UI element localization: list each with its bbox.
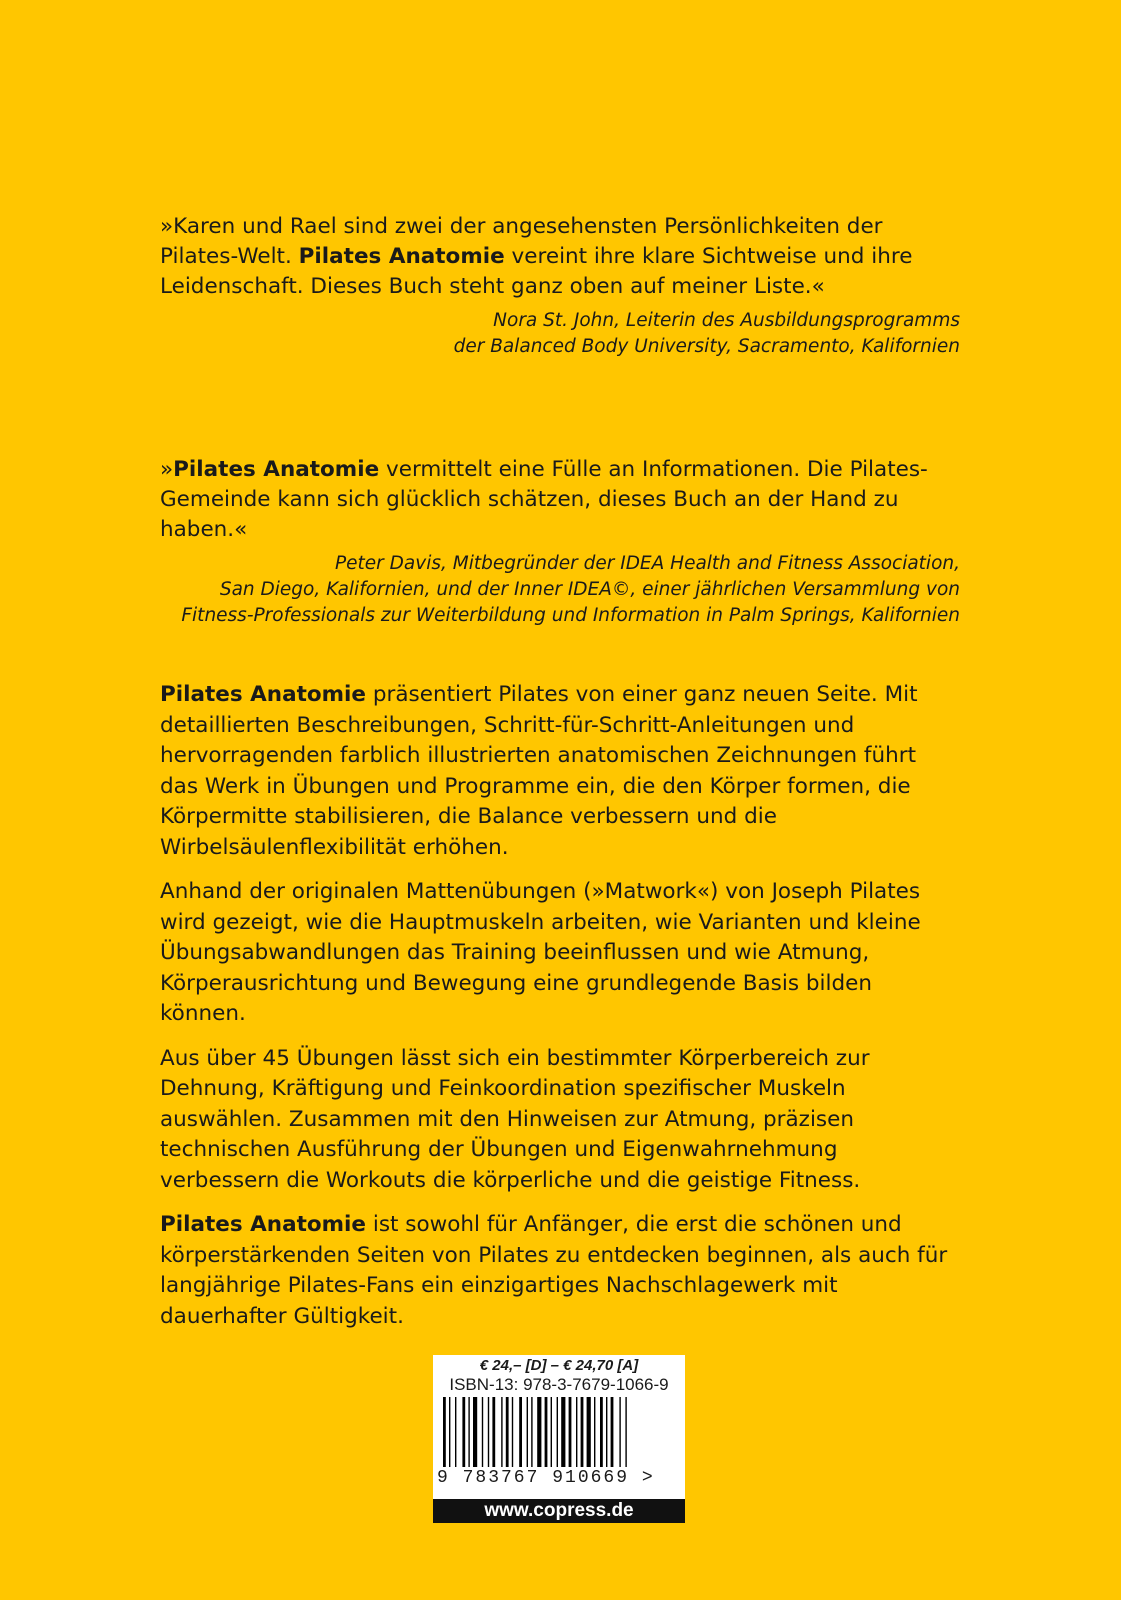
- book-title: Pilates Anatomie: [298, 244, 505, 269]
- quote-2-attribution: Peter Davis, Mitbegründer der IDEA Health and Fitness Association, San Diego, Kalifornien, und der Inner IDEA©, einer jährlichen Versammlung von Fitness-Professionals zur Weiterbildung und Information in Palm Springs, Kalifornien: [181, 553, 960, 626]
- quote-1-attribution: Nora St. John, Leiterin des Ausbildungsprogramms der Balanced Body University, Sacramento, Kalifornien: [453, 310, 960, 357]
- description-paragraph-2: Anhand der originalen Mattenübungen (»Matwork«) von Joseph Pilates wird gezeigt, wie die Hauptmuskeln arbeiten, wie Varianten und kleine Übungsabwandlungen das Training beeinflussen und wie Atmung, Körperausrichtung und Bewegung eine grundlegende Basis bilden können.: [160, 879, 921, 1026]
- description-paragraph-1: Pilates Anatomie präsentiert Pilates von einer ganz neuen Seite. Mit detaillierten Beschreibungen, Schritt-für-Schritt-Anleitungen und hervorragenden farblich illustrierten anatomischen Zeichnungen führt das Werk in Übungen und Programme ein, die den Körper formen, die Körpermitte stabilisieren, die Balance verbessern und die Wirbelsäulenflexibilität erhöhen.: [160, 682, 918, 860]
- publisher-url: www.copress.de: [433, 1499, 685, 1523]
- quote-1: [160, 212, 960, 360]
- barcode-label: [433, 1355, 685, 1523]
- barcode-icon: [443, 1397, 675, 1467]
- description: [160, 680, 960, 1346]
- price: € 24,– [D] – € 24,70 [A]: [479, 1357, 639, 1374]
- barcode-digits: 9 783767 910669 >: [437, 1468, 655, 1488]
- description-paragraph-4: Pilates Anatomie ist sowohl für Anfänger, die erst die schönen und körperstärkenden Seiten von Pilates zu entdecken beginnen, als auch für langjährige Pilates-Fans ein einzigartiges Nachschlagewerk mit dauerhafter Gültigkeit.: [160, 1212, 948, 1329]
- quote-1-text: »Karen und Rael sind zwei der angesehensten Persönlichkeiten der Pilates-Welt. Pilates Anatomie vereint ihre klare Sichtweise und ihre Leidenschaft. Dieses Buch steht ganz oben auf meiner Liste.«: [160, 214, 913, 299]
- quote-2-text: »Pilates Anatomie vermittelt eine Fülle an Informationen. Die Pilates-Gemeinde kann sich glücklich schätzen, dieses Buch an der Hand zu haben.«: [160, 457, 928, 542]
- book-title: Pilates Anatomie: [160, 682, 367, 707]
- quote-2: [160, 455, 960, 629]
- book-title: Pilates Anatomie: [160, 1212, 367, 1237]
- book-title: Pilates Anatomie: [173, 457, 380, 482]
- description-paragraph-3: Aus über 45 Übungen lässt sich ein bestimmter Körperbereich zur Dehnung, Kräftigung und Feinkoordination spezifischer Muskeln auswählen. Zusammen mit den Hinweisen zur Atmung, präzisen technischen Ausführung der Übungen und Eigenwahrnehmung verbessern die Workouts die körperliche und die geistige Fitness.: [160, 1045, 870, 1193]
- isbn: ISBN-13: 978-3-7679-1066-9: [449, 1375, 669, 1394]
